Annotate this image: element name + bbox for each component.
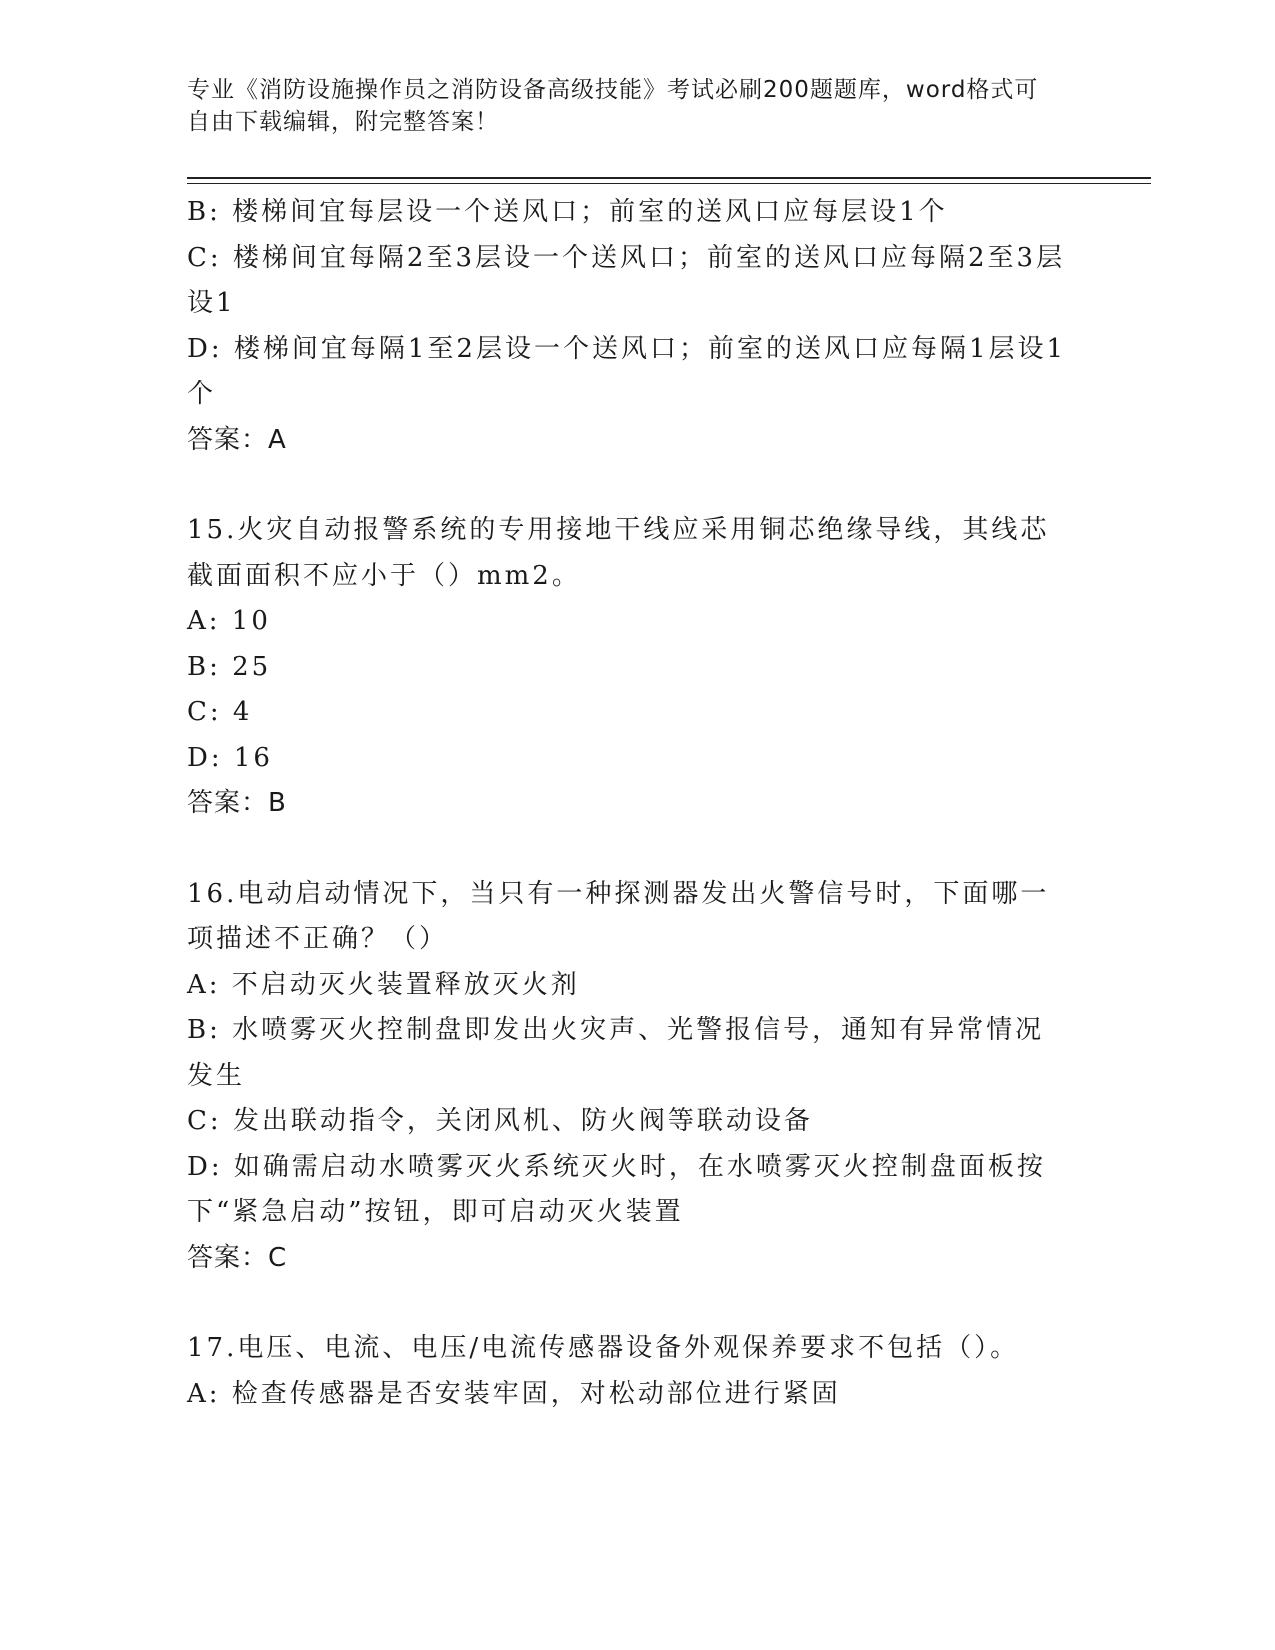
question-14-block [187, 190, 1067, 463]
q17-option-a: A: 检查传感器是否安装牢固，对松动部位进行紧固 [187, 1378, 841, 1409]
header-line-1: 专业《消防设施操作员之消防设备高级技能》考试必刷200题题库，word格式可 [187, 77, 1039, 103]
q16-option-d: D: 如确需启动水喷雾灭火系统灭火时，在水喷雾灭火控制盘面板按下“紧急启动”按钮，即可启动灭火装置 [187, 1151, 1046, 1227]
q15-option-b: B: 25 [187, 651, 272, 682]
header-divider-thick [187, 177, 1151, 179]
q15-stem: 15.火灾自动报警系统的专用接地干线应采用铜芯绝缘导线，其线芯截面面积不应小于（）mm2。 [187, 515, 1050, 591]
q17-stem: 17.电压、电流、电压/电流传感器设备外观保养要求不包括（）。 [187, 1333, 1020, 1363]
q16-option-a: A: 不启动灭火装置释放灭火剂 [187, 969, 580, 1000]
q15-option-d: D: 16 [187, 742, 273, 773]
question-16-block [187, 872, 1067, 1282]
q15-option-c: C: 4 [187, 697, 253, 727]
page-header [187, 74, 1067, 138]
q15-option-a: A: 10 [187, 606, 271, 636]
q16-option-b: B: 水喷雾灭火控制盘即发出火灾声、光警报信号，通知有异常情况发生 [187, 1015, 1045, 1091]
q14-answer: 答案：A [187, 424, 287, 455]
header-divider-thin [187, 183, 1151, 184]
question-17-block [187, 1326, 1067, 1417]
q14-option-b: B: 楼梯间宜每层设一个送风口；前室的送风口应每层设1个 [187, 197, 948, 227]
q14-option-c: C: 楼梯间宜每隔2至3层设一个送风口；前室的送风口应每隔2至3层设1 [187, 242, 1066, 318]
spacer [187, 827, 1067, 872]
header-line-2: 自由下载编辑，附完整答案！ [187, 109, 499, 135]
spacer [187, 463, 1067, 508]
q14-option-d: D: 楼梯间宜每隔1至2层设一个送风口；前室的送风口应每隔1层设1个 [187, 333, 1067, 409]
q16-answer: 答案：C [187, 1242, 288, 1273]
q15-answer: 答案：B [187, 788, 287, 818]
question-content [187, 190, 1067, 1417]
question-15-block [187, 508, 1067, 827]
q16-stem: 16.电动启动情况下，当只有一种探测器发出火警信号时，下面哪一项描述不正确？（） [187, 878, 1050, 954]
q16-option-c: C: 发出联动指令，关闭风机、防火阀等联动设备 [187, 1106, 813, 1136]
spacer [187, 1281, 1067, 1326]
